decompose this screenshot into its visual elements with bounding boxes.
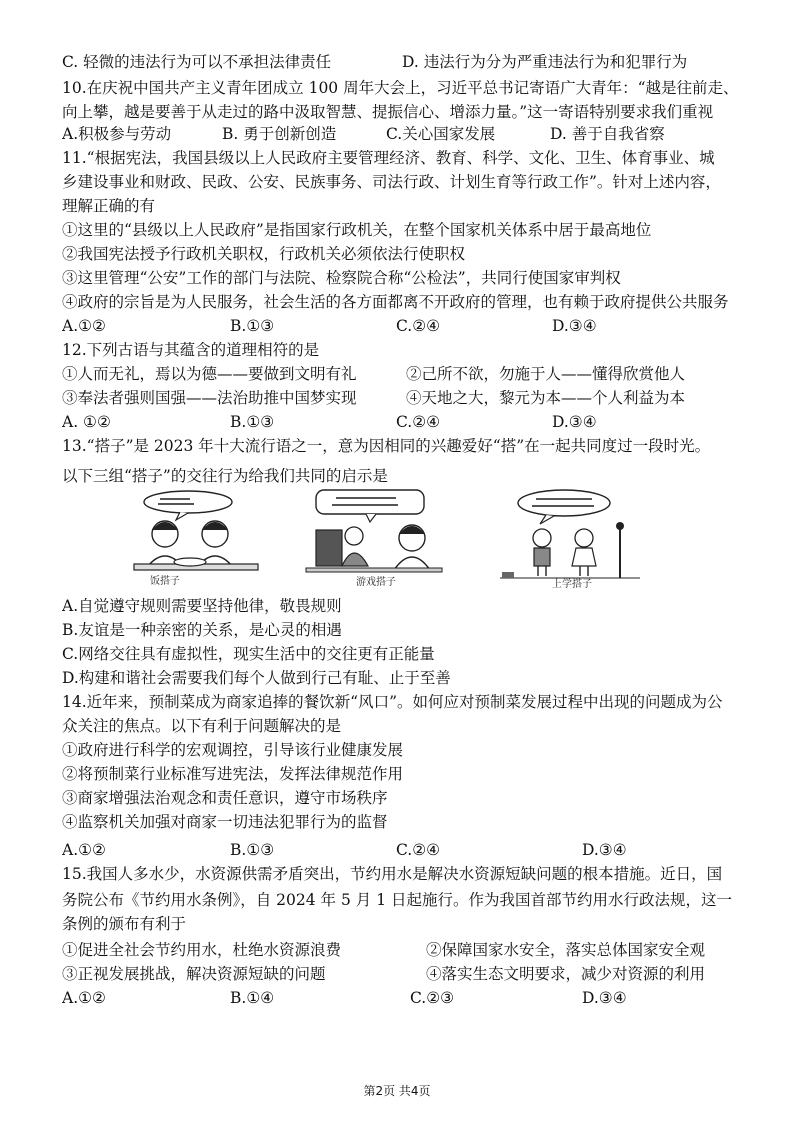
- q13-stem-line-2: 以下三组“搭子”的交往行为给我们共同的启示是: [62, 467, 388, 485]
- q12-item-2: ②己所不欲，勿施于人——懂得欣赏他人: [406, 365, 686, 383]
- q15-item-4: ④落实生态文明要求，减少对资源的利用: [426, 965, 706, 983]
- q10-options-row: [62, 122, 754, 146]
- q10-option-c: C.关心国家发展: [386, 125, 496, 143]
- q15-item-3: ③正视发展挑战，解决资源短缺的问题: [62, 965, 326, 983]
- q12-items-row-2: [62, 386, 754, 410]
- q12-option-c: C.②④: [396, 413, 441, 431]
- q15-option-d: D.③④: [582, 989, 627, 1007]
- q12-option-d: D.③④: [552, 413, 597, 431]
- game-buddy-cartoon: [296, 488, 456, 588]
- q9-options-row: [62, 50, 754, 74]
- q15-items-row-2: [62, 962, 754, 986]
- q15-stem-line-1: 15.我国人多水少，水资源供需矛盾突出，节约用水是解决水资源短缺问题的根本措施。近日，国: [62, 865, 723, 883]
- q10-stem-line-1: 10.在庆祝中国共产主义青年团成立 100 周年大会上，习近平总书记寄语广大青年：“越是往前走、: [62, 79, 739, 97]
- q14-option-a: A.①②: [62, 841, 106, 859]
- q13-caption-3: 上学搭子: [552, 579, 592, 588]
- q11-item-2: ②我国宪法授予行政机关职权，行政机关必须依法行使职权: [62, 245, 466, 263]
- q11-option-b: B.①③: [230, 317, 275, 335]
- q11-option-d: D.③④: [552, 317, 597, 335]
- q12-options-row: [62, 410, 754, 434]
- q10-option-a: A.积极参与劳动: [62, 125, 172, 143]
- q14-item-2: ②将预制菜行业标准写进宪法，发挥法律规范作用: [62, 765, 404, 783]
- q15-stem-line-3: 条例的颁布有利于: [62, 915, 187, 933]
- q13-option-c: C.网络交往具有虚拟性，现实生活中的交往更有正能量: [62, 645, 435, 663]
- q10-option-b: B. 勇于创新创造: [222, 125, 337, 143]
- q14-option-d: D.③④: [582, 841, 627, 859]
- page-number-footer: 第2页 共4页: [363, 1084, 431, 1098]
- q15-option-a: A.①②: [62, 989, 106, 1007]
- q14-option-c: C.②④: [396, 841, 441, 859]
- q14-item-1: ①政府进行科学的宏观调控，引导该行业健康发展: [62, 741, 404, 759]
- meal-buddy-cartoon: [120, 488, 280, 588]
- q14-option-b: B.①③: [230, 841, 275, 859]
- q11-stem-line-3: 理解正确的有: [62, 197, 156, 215]
- q10-option-d: D. 善于自我省察: [550, 125, 665, 143]
- q15-stem-line-2: 务院公布《节约用水条例》，自 2024 年 5 月 1 日起施行。作为我国首部节约用水行政法规，这一: [62, 891, 732, 909]
- q10-stem-line-2: 向上攀，越是要善于从走过的路中汲取智慧、提振信心、增添力量。”这一寄语特别要求我们重视: [62, 103, 714, 121]
- q15-option-c: C.②③: [410, 989, 455, 1007]
- q11-option-c: C.②④: [396, 317, 441, 335]
- q14-stem-line-1: 14.近年来，预制菜成为商家追捧的餐饮新“风口”。如何应对预制菜发展过程中出现的问题成为公: [62, 693, 723, 711]
- q12-item-1: ①人而无礼，焉以为德——要做到文明有礼: [62, 365, 357, 383]
- q15-item-1: ①促进全社会节约用水，杜绝水资源浪费: [62, 941, 342, 959]
- q13-cartoon-strip: [120, 488, 680, 588]
- q9-option-c: C. 轻微的违法行为可以不承担法律责任: [62, 53, 332, 71]
- q12-item-4: ④天地之大，黎元为本——个人利益为本: [406, 389, 686, 407]
- q13-option-a: A.自觉遵守规则需要坚持他律，敬畏规则: [62, 597, 342, 615]
- q14-item-4: ④监察机关加强对商家一切违法犯罪行为的监督: [62, 813, 388, 831]
- q12-option-b: B.①③: [230, 413, 275, 431]
- q13-caption-2: 游戏搭子: [356, 577, 396, 588]
- q12-items-row-1: [62, 362, 754, 386]
- q14-options-row: [62, 838, 754, 862]
- q11-stem-line-2: 乡建设事业和财政、民政、公安、民族事务、司法行政、计划生育等行政工作”。针对上述内容，: [62, 173, 721, 191]
- q13-option-b: B.友谊是一种亲密的关系，是心灵的相遇: [62, 621, 342, 639]
- q11-item-3: ③这里管理“公安”工作的部门与法院、检察院合称“公检法”，共同行使国家审判权: [62, 269, 621, 287]
- q11-stem-line-1: 11.“根据宪法，我国县级以上人民政府主要管理经济、教育、科学、文化、卫生、体育事业、城: [62, 149, 715, 167]
- q14-stem-line-2: 众关注的焦点。以下有利于问题解决的是: [62, 717, 342, 735]
- q11-item-4: ④政府的宗旨是为人民服务，社会生活的各方面都离不开政府的管理，也有赖于政府提供公共服务: [62, 293, 729, 311]
- q12-option-a: A. ①②: [62, 413, 111, 431]
- q13-stem-line-1: 13.“搭子”是 2023 年十大流行语之一，意为因相同的兴趣爱好“搭”在一起共同度过一段时光。: [62, 437, 711, 455]
- q15-option-b: B.①④: [230, 989, 275, 1007]
- q13-caption-1: 饭搭子: [150, 576, 180, 587]
- q15-item-2: ②保障国家水安全，落实总体国家安全观: [426, 941, 706, 959]
- school-buddy-cartoon: [480, 488, 650, 588]
- q9-option-d: D. 违法行为分为严重违法行为和犯罪行为: [402, 53, 688, 71]
- q11-options-row: [62, 314, 754, 338]
- q15-options-row: [62, 986, 754, 1010]
- q12-item-3: ③奉法者强则国强——法治助推中国梦实现: [62, 389, 357, 407]
- q15-items-row-1: [62, 938, 754, 962]
- q11-item-1: ①这里的“县级以上人民政府”是指国家行政机关，在整个国家机关体系中居于最高地位: [62, 221, 652, 239]
- q11-option-a: A.①②: [62, 317, 106, 335]
- q13-option-d: D.构建和谐社会需要我们每个人做到行己有耻、止于至善: [62, 669, 451, 687]
- q14-item-3: ③商家增强法治观念和责任意识，遵守市场秩序: [62, 789, 388, 807]
- q12-stem: 12.下列古语与其蕴含的道理相符的是: [62, 341, 320, 359]
